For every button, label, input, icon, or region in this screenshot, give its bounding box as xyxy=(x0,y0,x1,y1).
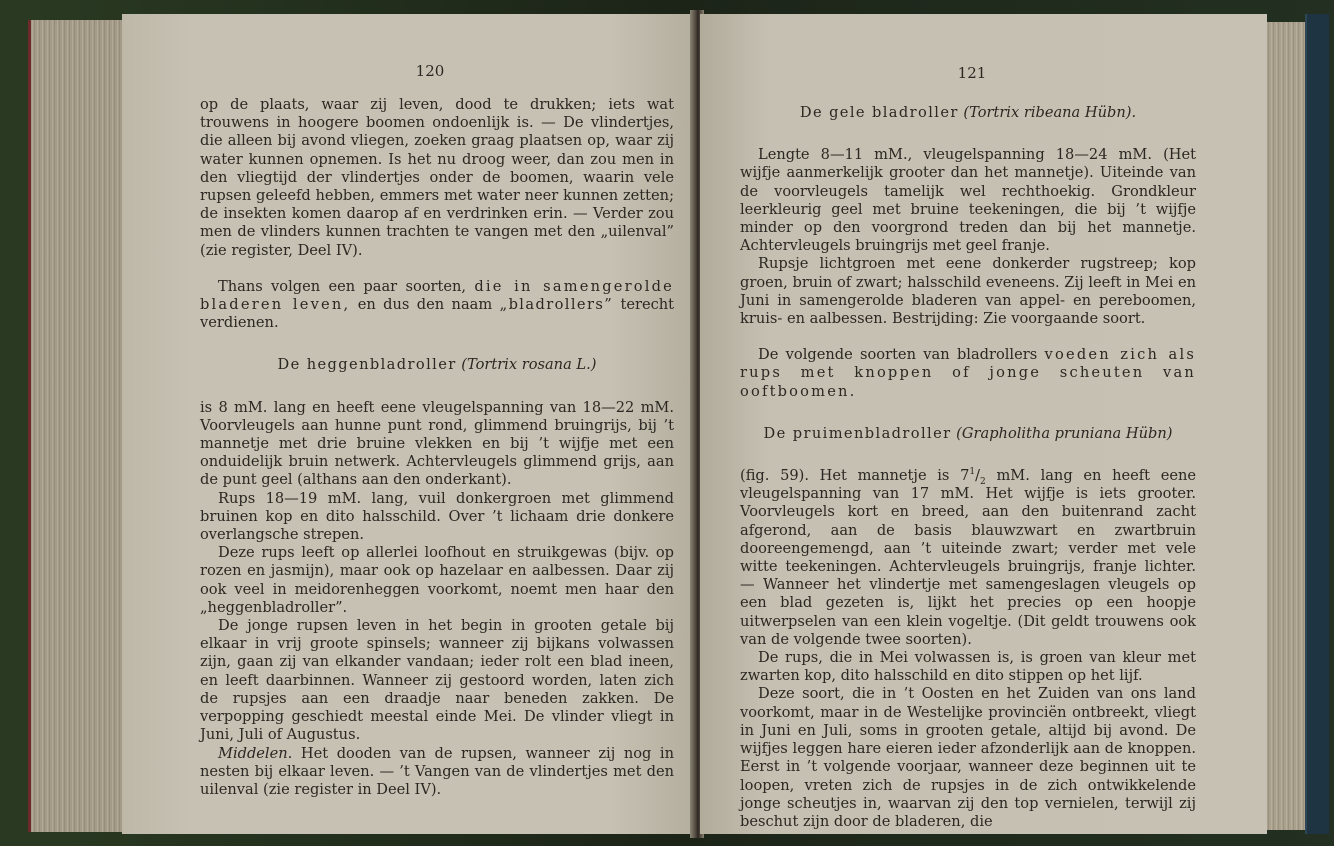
section-heading-gele-bladroller xyxy=(740,104,1196,122)
paragraph-5: Deze rups leeft op allerlei loofhout en struikgewas (bijv. op rozen en jasmijn), maar ook op hazelaar en aalbessen. Daar zij ook veel in meidorenheggen voorkomt, noemt men haar den „heggenbladroller”. xyxy=(200,544,674,616)
paragraph-4: Rups 18—19 mM. lang, vuil donkergroen met glimmend bruinen kop en dito halsschild. Over ’t lichaam drie donkere overlangsche strepen. xyxy=(200,489,674,544)
para2-end: terecht verdienen. xyxy=(200,296,675,332)
heading2-plain: De pruimenbladroller xyxy=(763,424,952,442)
paragraph-6: De jonge rupsen leven in het begin in grooten getale bij elkaar in vrij groote spinsels; wanneer zij bijkans volwassen zijn, gaan zij van elkander vandaan; ieder rolt een blad ineen, en leeft daarbinnen. Wanneer zij gestoord worden, laten zich de rupsjes aan een draadje naar beneden zakken. De verpopping geschiedt meestal einde Mei. De vlinder vliegt in Juni, Juli of Augustus. xyxy=(200,617,674,744)
left-page xyxy=(122,14,696,834)
left-page-edges xyxy=(28,20,127,832)
section-heading-heggenbladroller xyxy=(200,356,674,374)
paragraph-6: Deze soort, die in ’t Oosten en het Zuiden van ons land voorkomt, maar in de Westelijke provinciën ontbreekt, vliegt in Juni en Juli, soms in grooten getale, altijd bij avond. De wijfjes leggen hare eieren ieder afzonderlijk aan de knoppen. Eerst in ’t volgende voorjaar, wanneer deze beginnen uit te loopen, vreten zich de rupsjes in de zich ontwikkelende jonge scheutjes in, waarvan zij den top vernielen, terwijl zij beschut zijn door de bladeren, die xyxy=(740,685,1196,830)
left-page-body xyxy=(200,96,674,799)
heading1-italic: (Tortrix ribeana Hübn). xyxy=(963,104,1137,121)
heading-plain: De heggenbladroller xyxy=(277,356,457,374)
paragraph-3: is 8 mM. lang en heeft eene vleugelspanning van 18—22 mM. Voorvleugels aan hunne punt rond, glimmend bruingrijs, bij ’t mannetje met drie bruine vlekken en bij ’t wijfje met een onduidelijk bruin netwerk. Achtervleugels glimmend grijs, aan de punt geel (althans aan den onderkant). xyxy=(200,398,674,489)
para7-text: Het dooden van de rupsen, wanneer zij nog in nesten bij elkaar leven. — ’t Vangen van de vlindertjes met den uilenval (zie register in Deel IV). xyxy=(200,744,674,798)
right-page-edges xyxy=(1265,22,1307,830)
para2-mid: en dus den naam xyxy=(357,296,493,314)
heading1-plain: De gele bladroller xyxy=(799,104,959,121)
paragraph-3 xyxy=(740,346,1196,401)
para4-a: (fig. 59). Het mannetje is 7 xyxy=(740,467,970,485)
heading-italic: (Tortrix rosana L.) xyxy=(461,356,597,374)
paragraph-7 xyxy=(200,745,674,800)
para3-spaced: voeden zich als rups met knoppen of jonge scheuten van ooftboomen. xyxy=(740,346,1197,400)
book-cover-right xyxy=(1305,14,1329,834)
para7-italic: Middelen. xyxy=(218,744,293,762)
fraction-slash: / xyxy=(975,467,981,485)
paragraph-1: Lengte 8—11 mM., vleugelspanning 18—24 mM. (Het wijfje aanmerkelijk grooter dan het mannetje). Uiteinde van de voorvleugels tamelijk wel rechthoekig. Grondkleur leerkleurig geel met bruine teekeningen, die bij ’t wijfje minder op den voorgrond treden dan bij het mannetje. Achtervleugels bruingrijs met geel franje. xyxy=(740,146,1196,255)
section-heading-pruimenbladroller xyxy=(740,425,1196,443)
paragraph-2 xyxy=(200,278,674,333)
right-page xyxy=(700,14,1267,834)
para4-b: mM. lang en heeft eene vleugelspanning van 17 mM. Het wijfje is iets grooter. Voorvleugels kort en breed, aan den buitenrand zacht afgerond, aan de basis blauwzwart en zwartbruin dooreengemengd, aan ’t uiteinde zwart; verder met vele witte teekeningen. Achtervleugels bruingrijs, franje lichter. — Wanneer het vlindertje met samengeslagen vleugels op een blad gezeten is, lijkt het precies op een hoopje uitwerpselen van een klein vogeltje. (Dit geldt trouwens ook van de volgende twee soorten). xyxy=(740,467,1196,648)
paragraph-1: op de plaats, waar zij leven, dood te drukken; iets wat trouwens in hoogere boomen ondoenlijk is. — De vlindertjes, die alleen bij avond vliegen, zoeken graag plaatsen op, waar zij water kunnen opnemen. Is het nu droog weer, dan zou men in den vliegtijd der vlindertjes onder de boomen, waarin vele rupsen geleefd hebben, emmers met water neer kunnen zetten; de insekten komen daarop af en verdrinken erin. — Verder zou men de vlinders kunnen trachten te vangen met den „uilenval” (zie register, Deel IV). xyxy=(200,96,674,259)
paragraph-2: Rupsje lichtgroen met eene donkerder rugstreep; kop groen, bruin of zwart; halsschild eveneens. Zij leeft in Mei en Juni in samengerolde bladeren van appel- en pereboomen, kruis- en aalbessen. Bestrijding: Zie voorgaande soort. xyxy=(740,255,1196,328)
paragraph-5: De rups, die in Mei volwassen is, is groen van kleur met zwarten kop, dito halsschild en dito stippen op het lijf. xyxy=(740,649,1196,685)
heading2-italic: (Grapholitha pruniana Hübn) xyxy=(956,424,1173,442)
fraction-denominator: 2 xyxy=(980,476,986,487)
para2-spaced: die in samengerolde bladeren leven, xyxy=(200,277,674,314)
page-number-right: 121 xyxy=(957,64,987,82)
fraction-numerator: 1 xyxy=(969,467,976,478)
paragraph-4 xyxy=(740,467,1196,649)
para3-start: De volgende soorten van bladrollers xyxy=(758,346,1038,364)
right-page-body xyxy=(740,104,1196,831)
para2-start: Thans volgen een paar soorten, xyxy=(218,277,467,295)
para2-spaced2: „bladrollers” xyxy=(499,296,614,314)
page-number-left: 120 xyxy=(415,62,445,80)
